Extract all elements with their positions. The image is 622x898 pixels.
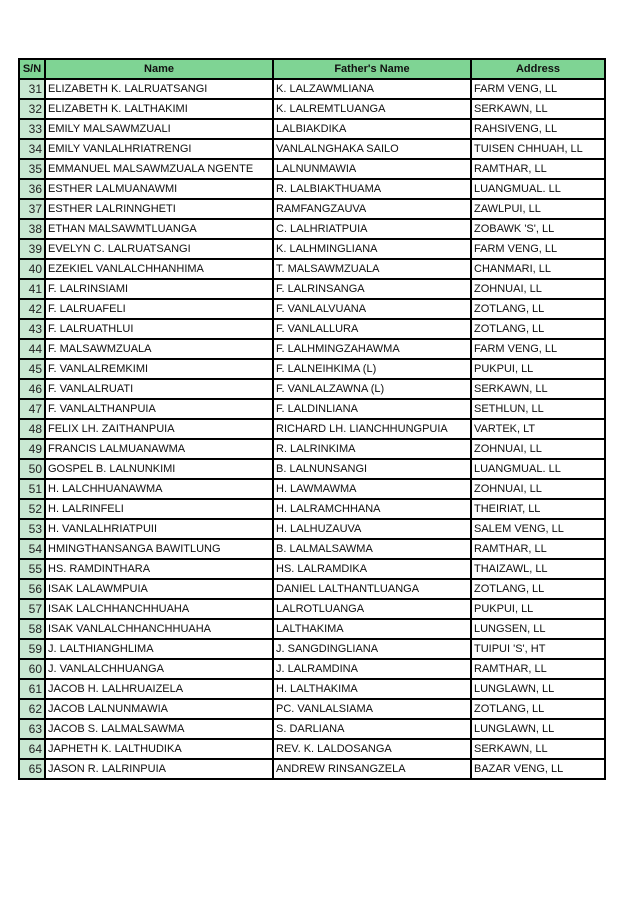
name-cell: JASON R. LALRINPUIA: [45, 759, 273, 779]
name-cell: ISAK VANLALCHHANCHHUAHA: [45, 619, 273, 639]
sn-cell: 58: [19, 619, 45, 639]
sn-cell: 54: [19, 539, 45, 559]
sn-cell: 35: [19, 159, 45, 179]
father-name-cell: H. LALHUZAUVA: [273, 519, 471, 539]
address-cell: ZOHNUAI, LL: [471, 479, 605, 499]
sn-cell: 53: [19, 519, 45, 539]
table-row: [19, 479, 605, 499]
father-name-cell: R. LALBIAKTHUAMA: [273, 179, 471, 199]
table-row: [19, 399, 605, 419]
table-row: [19, 339, 605, 359]
roster-table: [18, 58, 606, 780]
name-cell: EZEKIEL VANLALCHHANHIMA: [45, 259, 273, 279]
father-name-cell: H. LAWMAWMA: [273, 479, 471, 499]
table-row: [19, 159, 605, 179]
father-name-cell: J. SANGDINGLIANA: [273, 639, 471, 659]
name-cell: ISAK LALAWMPUIA: [45, 579, 273, 599]
name-cell: EVELYN C. LALRUATSANGI: [45, 239, 273, 259]
name-cell: ISAK LALCHHANCHHUAHA: [45, 599, 273, 619]
sn-cell: 44: [19, 339, 45, 359]
name-cell: H. LALRINFELI: [45, 499, 273, 519]
table-row: [19, 559, 605, 579]
father-name-cell: K. LALHMINGLIANA: [273, 239, 471, 259]
table-row: [19, 319, 605, 339]
sn-cell: 33: [19, 119, 45, 139]
sn-cell: 46: [19, 379, 45, 399]
sn-cell: 57: [19, 599, 45, 619]
sn-cell: 42: [19, 299, 45, 319]
address-cell: PUKPUI, LL: [471, 599, 605, 619]
sn-cell: 55: [19, 559, 45, 579]
header-row: [19, 59, 605, 79]
father-name-cell: H. LALRAMCHHANA: [273, 499, 471, 519]
address-cell: ZOHNUAI, LL: [471, 279, 605, 299]
father-name-cell: F. VANLALLURA: [273, 319, 471, 339]
table-row: [19, 719, 605, 739]
address-cell: LUNGLAWN, LL: [471, 679, 605, 699]
table-row: [19, 299, 605, 319]
sn-cell: 32: [19, 99, 45, 119]
father-name-cell: C. LALHRIATPUIA: [273, 219, 471, 239]
father-name-cell: T. MALSAWMZUALA: [273, 259, 471, 279]
name-cell: ESTHER LALMUANAWMI: [45, 179, 273, 199]
table-row: [19, 379, 605, 399]
name-cell: JACOB LALNUNMAWIA: [45, 699, 273, 719]
father-name-cell: S. DARLIANA: [273, 719, 471, 739]
address-cell: ZOTLANG, LL: [471, 299, 605, 319]
table-row: [19, 239, 605, 259]
sn-cell: 52: [19, 499, 45, 519]
father-name-cell: J. LALRAMDINA: [273, 659, 471, 679]
address-cell: SALEM VENG, LL: [471, 519, 605, 539]
father-name-cell: K. LALZAWMLIANA: [273, 79, 471, 99]
father-name-cell: LALROTLUANGA: [273, 599, 471, 619]
sn-cell: 62: [19, 699, 45, 719]
name-cell: EMMANUEL MALSAWMZUALA NGENTE: [45, 159, 273, 179]
sn-cell: 64: [19, 739, 45, 759]
sn-cell: 49: [19, 439, 45, 459]
name-cell: J. LALTHIANGHLIMA: [45, 639, 273, 659]
father-name-cell: F. VANLALVUANA: [273, 299, 471, 319]
sn-cell: 45: [19, 359, 45, 379]
sn-cell: 50: [19, 459, 45, 479]
table-header: [19, 59, 605, 79]
father-name-cell: H. LALTHAKIMA: [273, 679, 471, 699]
address-cell: SETHLUN, LL: [471, 399, 605, 419]
name-cell: F. VANLALTHANPUIA: [45, 399, 273, 419]
sn-cell: 34: [19, 139, 45, 159]
table-row: [19, 279, 605, 299]
address-cell: BAZAR VENG, LL: [471, 759, 605, 779]
document-page: [18, 58, 606, 780]
table-row: [19, 699, 605, 719]
table-row: [19, 439, 605, 459]
table-row: [19, 119, 605, 139]
father-name-cell: F. LALNEIHKIMA (L): [273, 359, 471, 379]
father-name-cell: LALTHAKIMA: [273, 619, 471, 639]
address-cell: LUNGSEN, LL: [471, 619, 605, 639]
header-address: Address: [471, 59, 605, 79]
sn-cell: 39: [19, 239, 45, 259]
table-row: [19, 599, 605, 619]
sn-cell: 37: [19, 199, 45, 219]
table-row: [19, 359, 605, 379]
address-cell: TUISEN CHHUAH, LL: [471, 139, 605, 159]
father-name-cell: RICHARD LH. LIANCHHUNGPUIA: [273, 419, 471, 439]
father-name-cell: F. LALRINSANGA: [273, 279, 471, 299]
address-cell: FARM VENG, LL: [471, 239, 605, 259]
name-cell: HS. RAMDINTHARA: [45, 559, 273, 579]
name-cell: F. LALRUATHLUI: [45, 319, 273, 339]
table-row: [19, 259, 605, 279]
sn-cell: 41: [19, 279, 45, 299]
address-cell: LUANGMUAL. LL: [471, 179, 605, 199]
address-cell: FARM VENG, LL: [471, 79, 605, 99]
name-cell: F. VANLALRUATI: [45, 379, 273, 399]
father-name-cell: F. LALDINLIANA: [273, 399, 471, 419]
table-row: [19, 179, 605, 199]
name-cell: EMILY VANLALHRIATRENGI: [45, 139, 273, 159]
father-name-cell: R. LALRINKIMA: [273, 439, 471, 459]
table-row: [19, 539, 605, 559]
address-cell: ZOTLANG, LL: [471, 319, 605, 339]
address-cell: RAMTHAR, LL: [471, 159, 605, 179]
father-name-cell: LALBIAKDIKA: [273, 119, 471, 139]
name-cell: GOSPEL B. LALNUNKIMI: [45, 459, 273, 479]
address-cell: PUKPUI, LL: [471, 359, 605, 379]
name-cell: EMILY MALSAWMZUALI: [45, 119, 273, 139]
table-row: [19, 659, 605, 679]
sn-cell: 48: [19, 419, 45, 439]
address-cell: RAMTHAR, LL: [471, 659, 605, 679]
sn-cell: 31: [19, 79, 45, 99]
table-row: [19, 579, 605, 599]
father-name-cell: F. LALHMINGZAHAWMA: [273, 339, 471, 359]
table-row: [19, 499, 605, 519]
father-name-cell: REV. K. LALDOSANGA: [273, 739, 471, 759]
name-cell: F. LALRUAFELI: [45, 299, 273, 319]
table-row: [19, 219, 605, 239]
father-name-cell: HS. LALRAMDIKA: [273, 559, 471, 579]
name-cell: ESTHER LALRINNGHETI: [45, 199, 273, 219]
name-cell: H. VANLALHRIATPUII: [45, 519, 273, 539]
table-row: [19, 759, 605, 779]
table-row: [19, 199, 605, 219]
name-cell: F. MALSAWMZUALA: [45, 339, 273, 359]
name-cell: ELIZABETH K. LALTHAKIMI: [45, 99, 273, 119]
name-cell: FELIX LH. ZAITHANPUIA: [45, 419, 273, 439]
header-name: Name: [45, 59, 273, 79]
sn-cell: 63: [19, 719, 45, 739]
name-cell: ELIZABETH K. LALRUATSANGI: [45, 79, 273, 99]
address-cell: ZOHNUAI, LL: [471, 439, 605, 459]
sn-cell: 60: [19, 659, 45, 679]
name-cell: F. VANLALREMKIMI: [45, 359, 273, 379]
address-cell: THEIRIAT, LL: [471, 499, 605, 519]
address-cell: ZOTLANG, LL: [471, 579, 605, 599]
father-name-cell: RAMFANGZAUVA: [273, 199, 471, 219]
sn-cell: 38: [19, 219, 45, 239]
address-cell: VARTEK, LT: [471, 419, 605, 439]
name-cell: JACOB H. LALHRUAIZELA: [45, 679, 273, 699]
address-cell: ZOBAWK 'S', LL: [471, 219, 605, 239]
name-cell: FRANCIS LALMUANAWMA: [45, 439, 273, 459]
table-row: [19, 639, 605, 659]
address-cell: SERKAWN, LL: [471, 379, 605, 399]
name-cell: H. LALCHHUANAWMA: [45, 479, 273, 499]
sn-cell: 65: [19, 759, 45, 779]
table-body: [19, 79, 605, 779]
address-cell: ZAWLPUI, LL: [471, 199, 605, 219]
name-cell: HMINGTHANSANGA BAWITLUNG: [45, 539, 273, 559]
address-cell: LUNGLAWN, LL: [471, 719, 605, 739]
address-cell: FARM VENG, LL: [471, 339, 605, 359]
name-cell: ETHAN MALSAWMTLUANGA: [45, 219, 273, 239]
sn-cell: 51: [19, 479, 45, 499]
sn-cell: 40: [19, 259, 45, 279]
sn-cell: 56: [19, 579, 45, 599]
table-row: [19, 519, 605, 539]
address-cell: RAMTHAR, LL: [471, 539, 605, 559]
address-cell: LUANGMUAL. LL: [471, 459, 605, 479]
address-cell: ZOTLANG, LL: [471, 699, 605, 719]
father-name-cell: PC. VANLALSIAMA: [273, 699, 471, 719]
header-sn: S/N: [19, 59, 45, 79]
table-row: [19, 619, 605, 639]
father-name-cell: F. VANLALZAWNA (L): [273, 379, 471, 399]
father-name-cell: B. LALNUNSANGI: [273, 459, 471, 479]
address-cell: SERKAWN, LL: [471, 739, 605, 759]
sn-cell: 61: [19, 679, 45, 699]
address-cell: RAHSIVENG, LL: [471, 119, 605, 139]
father-name-cell: K. LALREMTLUANGA: [273, 99, 471, 119]
name-cell: JACOB S. LALMALSAWMA: [45, 719, 273, 739]
address-cell: TUIPUI 'S', HT: [471, 639, 605, 659]
address-cell: THAIZAWL, LL: [471, 559, 605, 579]
table-row: [19, 679, 605, 699]
table-row: [19, 79, 605, 99]
address-cell: SERKAWN, LL: [471, 99, 605, 119]
table-row: [19, 139, 605, 159]
table-row: [19, 739, 605, 759]
father-name-cell: DANIEL LALTHANTLUANGA: [273, 579, 471, 599]
father-name-cell: LALNUNMAWIA: [273, 159, 471, 179]
father-name-cell: ANDREW RINSANGZELA: [273, 759, 471, 779]
header-father-name: Father's Name: [273, 59, 471, 79]
father-name-cell: VANLALNGHAKA SAILO: [273, 139, 471, 159]
sn-cell: 59: [19, 639, 45, 659]
address-cell: CHANMARI, LL: [471, 259, 605, 279]
table-row: [19, 459, 605, 479]
name-cell: F. LALRINSIAMI: [45, 279, 273, 299]
sn-cell: 43: [19, 319, 45, 339]
table-row: [19, 99, 605, 119]
father-name-cell: B. LALMALSAWMA: [273, 539, 471, 559]
table-row: [19, 419, 605, 439]
sn-cell: 36: [19, 179, 45, 199]
name-cell: JAPHETH K. LALTHUDIKA: [45, 739, 273, 759]
name-cell: J. VANLALCHHUANGA: [45, 659, 273, 679]
sn-cell: 47: [19, 399, 45, 419]
